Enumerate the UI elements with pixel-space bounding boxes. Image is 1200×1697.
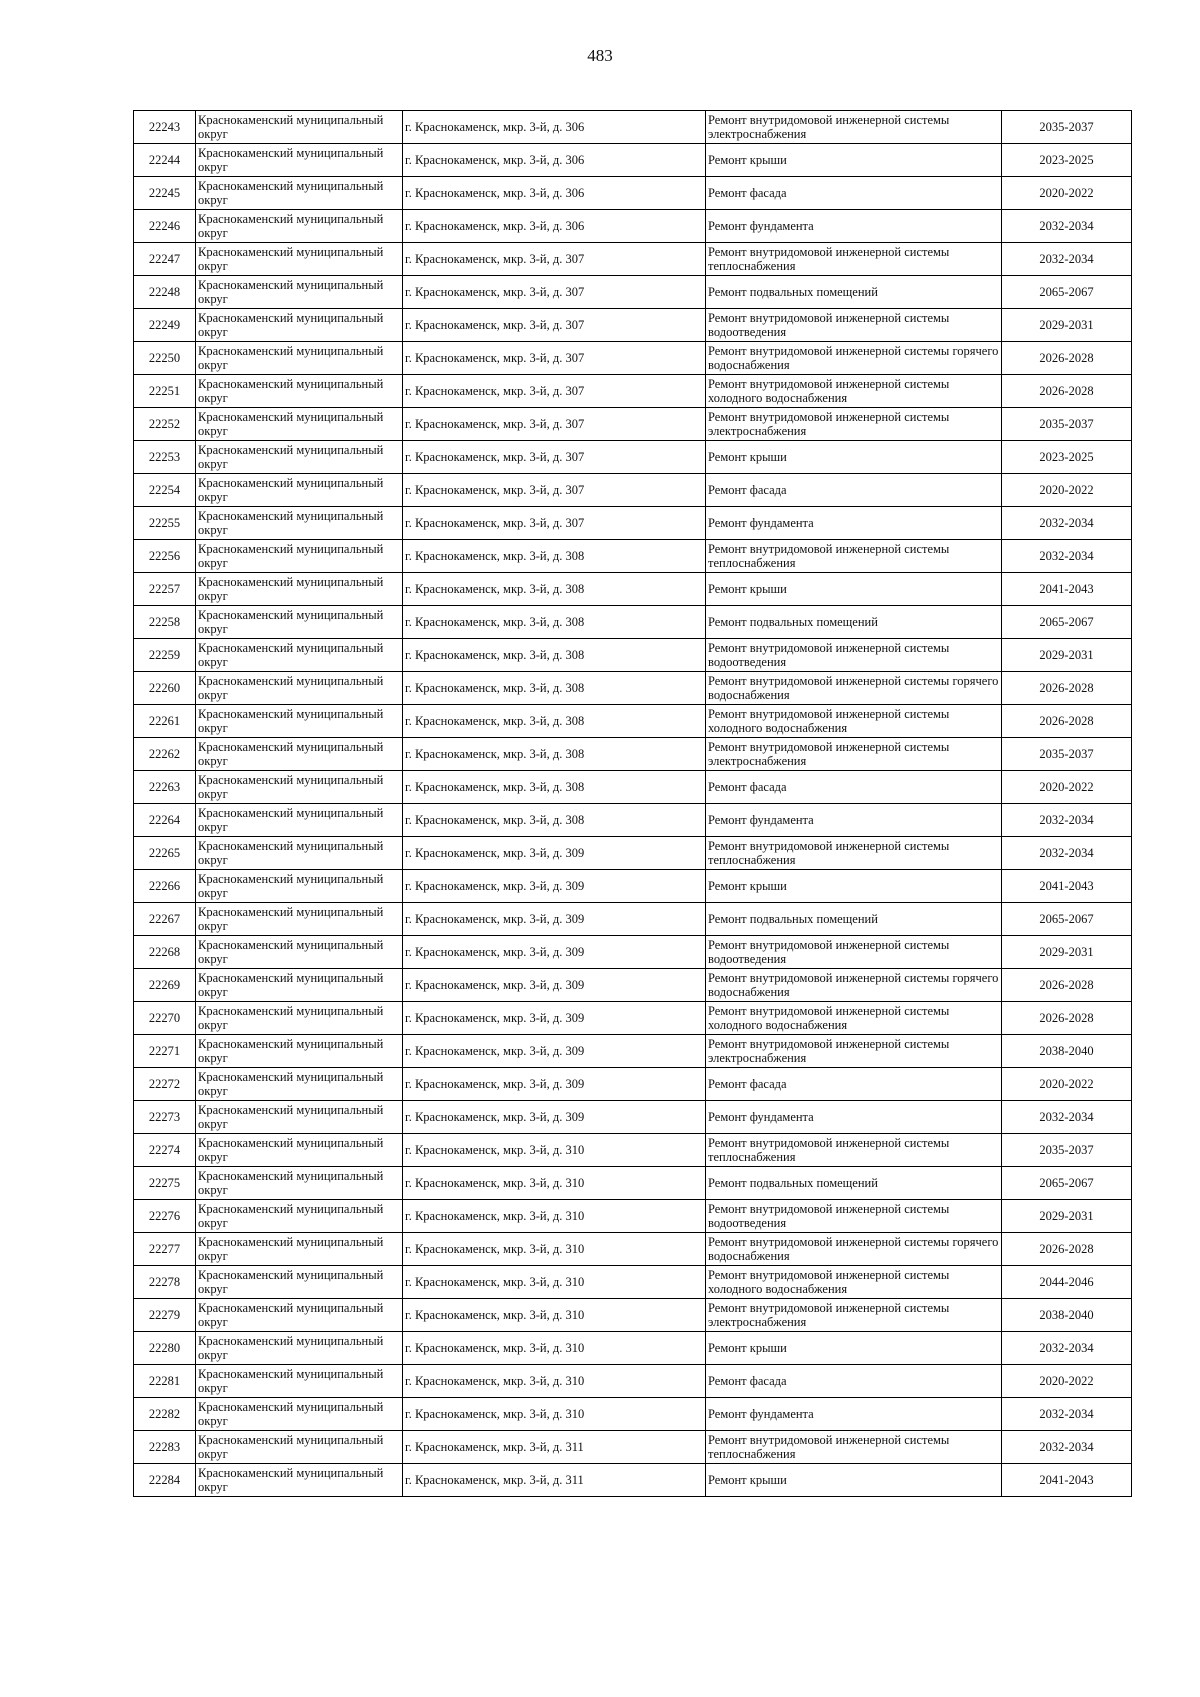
table-row [134, 342, 1132, 375]
cell-period: 2032-2034 [1002, 804, 1132, 837]
cell-municipality: Краснокаменский муниципальный округ [196, 1035, 403, 1068]
table-row [134, 771, 1132, 804]
cell-number: 22253 [134, 441, 196, 474]
cell-period: 2032-2034 [1002, 243, 1132, 276]
table-row [134, 144, 1132, 177]
cell-address: г. Краснокаменск, мкр. 3-й, д. 309 [403, 1035, 706, 1068]
cell-municipality: Краснокаменский муниципальный округ [196, 771, 403, 804]
cell-municipality: Краснокаменский муниципальный округ [196, 1068, 403, 1101]
cell-address: г. Краснокаменск, мкр. 3-й, д. 309 [403, 1101, 706, 1134]
cell-municipality: Краснокаменский муниципальный округ [196, 1266, 403, 1299]
cell-work-type: Ремонт фундамента [706, 1398, 1002, 1431]
cell-work-type: Ремонт внутридомовой инженерной системы горячего водоснабжения [706, 342, 1002, 375]
cell-address: г. Краснокаменск, мкр. 3-й, д. 306 [403, 210, 706, 243]
cell-municipality: Краснокаменский муниципальный округ [196, 672, 403, 705]
cell-municipality: Краснокаменский муниципальный округ [196, 309, 403, 342]
table-row [134, 375, 1132, 408]
cell-number: 22250 [134, 342, 196, 375]
table-row [134, 540, 1132, 573]
table-row [134, 837, 1132, 870]
cell-work-type: Ремонт внутридомовой инженерной системы электроснабжения [706, 408, 1002, 441]
cell-number: 22245 [134, 177, 196, 210]
cell-period: 2041-2043 [1002, 1464, 1132, 1497]
cell-work-type: Ремонт внутридомовой инженерной системы водоотведения [706, 309, 1002, 342]
cell-municipality: Краснокаменский муниципальный округ [196, 1398, 403, 1431]
cell-period: 2020-2022 [1002, 1365, 1132, 1398]
cell-work-type: Ремонт крыши [706, 1464, 1002, 1497]
table-row [134, 1332, 1132, 1365]
cell-period: 2041-2043 [1002, 573, 1132, 606]
cell-address: г. Краснокаменск, мкр. 3-й, д. 308 [403, 540, 706, 573]
cell-municipality: Краснокаменский муниципальный округ [196, 144, 403, 177]
table-row [134, 738, 1132, 771]
table-row [134, 111, 1132, 144]
cell-number: 22248 [134, 276, 196, 309]
cell-work-type: Ремонт подвальных помещений [706, 276, 1002, 309]
cell-address: г. Краснокаменск, мкр. 3-й, д. 308 [403, 672, 706, 705]
cell-municipality: Краснокаменский муниципальный округ [196, 507, 403, 540]
cell-address: г. Краснокаменск, мкр. 3-й, д. 309 [403, 1002, 706, 1035]
cell-municipality: Краснокаменский муниципальный округ [196, 639, 403, 672]
cell-period: 2044-2046 [1002, 1266, 1132, 1299]
cell-work-type: Ремонт внутридомовой инженерной системы горячего водоснабжения [706, 969, 1002, 1002]
cell-address: г. Краснокаменск, мкр. 3-й, д. 310 [403, 1299, 706, 1332]
cell-number: 22244 [134, 144, 196, 177]
table-row [134, 1101, 1132, 1134]
cell-work-type: Ремонт внутридомовой инженерной системы водоотведения [706, 639, 1002, 672]
cell-address: г. Краснокаменск, мкр. 3-й, д. 309 [403, 1068, 706, 1101]
cell-municipality: Краснокаменский муниципальный округ [196, 441, 403, 474]
cell-number: 22271 [134, 1035, 196, 1068]
cell-number: 22276 [134, 1200, 196, 1233]
cell-number: 22282 [134, 1398, 196, 1431]
cell-address: г. Краснокаменск, мкр. 3-й, д. 307 [403, 474, 706, 507]
cell-municipality: Краснокаменский муниципальный округ [196, 1101, 403, 1134]
cell-address: г. Краснокаменск, мкр. 3-й, д. 308 [403, 606, 706, 639]
table-row [134, 969, 1132, 1002]
table-row [134, 1200, 1132, 1233]
cell-work-type: Ремонт внутридомовой инженерной системы электроснабжения [706, 111, 1002, 144]
cell-address: г. Краснокаменск, мкр. 3-й, д. 309 [403, 837, 706, 870]
cell-work-type: Ремонт внутридомовой инженерной системы холодного водоснабжения [706, 1266, 1002, 1299]
table-row [134, 243, 1132, 276]
cell-municipality: Краснокаменский муниципальный округ [196, 210, 403, 243]
cell-period: 2026-2028 [1002, 1002, 1132, 1035]
cell-address: г. Краснокаменск, мкр. 3-й, д. 307 [403, 342, 706, 375]
cell-period: 2032-2034 [1002, 507, 1132, 540]
cell-address: г. Краснокаменск, мкр. 3-й, д. 310 [403, 1332, 706, 1365]
cell-work-type: Ремонт крыши [706, 441, 1002, 474]
table-row [134, 1167, 1132, 1200]
cell-number: 22246 [134, 210, 196, 243]
cell-address: г. Краснокаменск, мкр. 3-й, д. 310 [403, 1167, 706, 1200]
cell-work-type: Ремонт крыши [706, 1332, 1002, 1365]
cell-municipality: Краснокаменский муниципальный округ [196, 243, 403, 276]
cell-address: г. Краснокаменск, мкр. 3-й, д. 306 [403, 177, 706, 210]
cell-period: 2032-2034 [1002, 1101, 1132, 1134]
cell-municipality: Краснокаменский муниципальный округ [196, 1002, 403, 1035]
cell-period: 2041-2043 [1002, 870, 1132, 903]
cell-address: г. Краснокаменск, мкр. 3-й, д. 309 [403, 903, 706, 936]
cell-period: 2065-2067 [1002, 1167, 1132, 1200]
cell-work-type: Ремонт внутридомовой инженерной системы водоотведения [706, 936, 1002, 969]
cell-municipality: Краснокаменский муниципальный округ [196, 276, 403, 309]
cell-number: 22270 [134, 1002, 196, 1035]
cell-work-type: Ремонт фундамента [706, 210, 1002, 243]
table-row [134, 1299, 1132, 1332]
cell-number: 22267 [134, 903, 196, 936]
cell-municipality: Краснокаменский муниципальный округ [196, 177, 403, 210]
cell-address: г. Краснокаменск, мкр. 3-й, д. 311 [403, 1464, 706, 1497]
cell-period: 2020-2022 [1002, 177, 1132, 210]
cell-work-type: Ремонт внутридомовой инженерной системы теплоснабжения [706, 540, 1002, 573]
cell-period: 2026-2028 [1002, 342, 1132, 375]
cell-period: 2029-2031 [1002, 309, 1132, 342]
cell-period: 2032-2034 [1002, 540, 1132, 573]
cell-address: г. Краснокаменск, мкр. 3-й, д. 307 [403, 276, 706, 309]
cell-number: 22279 [134, 1299, 196, 1332]
cell-work-type: Ремонт внутридомовой инженерной системы горячего водоснабжения [706, 672, 1002, 705]
cell-number: 22273 [134, 1101, 196, 1134]
cell-work-type: Ремонт крыши [706, 870, 1002, 903]
cell-period: 2065-2067 [1002, 903, 1132, 936]
cell-number: 22249 [134, 309, 196, 342]
cell-municipality: Краснокаменский муниципальный округ [196, 804, 403, 837]
cell-number: 22255 [134, 507, 196, 540]
cell-period: 2023-2025 [1002, 441, 1132, 474]
table-row [134, 408, 1132, 441]
cell-work-type: Ремонт фундамента [706, 1101, 1002, 1134]
cell-municipality: Краснокаменский муниципальный округ [196, 606, 403, 639]
cell-period: 2035-2037 [1002, 1134, 1132, 1167]
cell-number: 22281 [134, 1365, 196, 1398]
table-row [134, 441, 1132, 474]
cell-period: 2065-2067 [1002, 276, 1132, 309]
cell-address: г. Краснокаменск, мкр. 3-й, д. 307 [403, 408, 706, 441]
cell-period: 2023-2025 [1002, 144, 1132, 177]
cell-period: 2035-2037 [1002, 111, 1132, 144]
cell-number: 22272 [134, 1068, 196, 1101]
cell-address: г. Краснокаменск, мкр. 3-й, д. 308 [403, 804, 706, 837]
cell-municipality: Краснокаменский муниципальный округ [196, 1332, 403, 1365]
cell-municipality: Краснокаменский муниципальный округ [196, 870, 403, 903]
table-row [134, 507, 1132, 540]
cell-municipality: Краснокаменский муниципальный округ [196, 1365, 403, 1398]
cell-number: 22260 [134, 672, 196, 705]
cell-address: г. Краснокаменск, мкр. 3-й, д. 307 [403, 243, 706, 276]
cell-work-type: Ремонт фасада [706, 177, 1002, 210]
cell-municipality: Краснокаменский муниципальный округ [196, 540, 403, 573]
cell-period: 2020-2022 [1002, 771, 1132, 804]
table-row [134, 474, 1132, 507]
cell-municipality: Краснокаменский муниципальный округ [196, 573, 403, 606]
cell-number: 22263 [134, 771, 196, 804]
cell-work-type: Ремонт внутридомовой инженерной системы теплоснабжения [706, 243, 1002, 276]
cell-number: 22284 [134, 1464, 196, 1497]
table-row [134, 1068, 1132, 1101]
cell-address: г. Краснокаменск, мкр. 3-й, д. 308 [403, 639, 706, 672]
cell-number: 22269 [134, 969, 196, 1002]
cell-work-type: Ремонт внутридомовой инженерной системы теплоснабжения [706, 837, 1002, 870]
cell-municipality: Краснокаменский муниципальный округ [196, 1299, 403, 1332]
table-row [134, 1365, 1132, 1398]
table-row [134, 177, 1132, 210]
cell-address: г. Краснокаменск, мкр. 3-й, д. 306 [403, 144, 706, 177]
cell-work-type: Ремонт внутридомовой инженерной системы водоотведения [706, 1200, 1002, 1233]
cell-work-type: Ремонт фундамента [706, 507, 1002, 540]
table-row [134, 1266, 1132, 1299]
cell-period: 2038-2040 [1002, 1035, 1132, 1068]
cell-work-type: Ремонт внутридомовой инженерной системы горячего водоснабжения [706, 1233, 1002, 1266]
cell-number: 22262 [134, 738, 196, 771]
cell-municipality: Краснокаменский муниципальный округ [196, 111, 403, 144]
table-row [134, 606, 1132, 639]
cell-address: г. Краснокаменск, мкр. 3-й, д. 308 [403, 705, 706, 738]
cell-work-type: Ремонт внутридомовой инженерной системы холодного водоснабжения [706, 1002, 1002, 1035]
cell-number: 22277 [134, 1233, 196, 1266]
cell-address: г. Краснокаменск, мкр. 3-й, д. 307 [403, 309, 706, 342]
repair-schedule-table [133, 110, 1132, 1497]
cell-work-type: Ремонт фасада [706, 474, 1002, 507]
cell-municipality: Краснокаменский муниципальный округ [196, 375, 403, 408]
cell-number: 22268 [134, 936, 196, 969]
cell-address: г. Краснокаменск, мкр. 3-й, д. 308 [403, 738, 706, 771]
cell-number: 22259 [134, 639, 196, 672]
table-row [134, 672, 1132, 705]
cell-municipality: Краснокаменский муниципальный округ [196, 837, 403, 870]
cell-work-type: Ремонт внутридомовой инженерной системы электроснабжения [706, 738, 1002, 771]
table-row [134, 1398, 1132, 1431]
table-row [134, 639, 1132, 672]
table-row [134, 1464, 1132, 1497]
table-row [134, 705, 1132, 738]
cell-work-type: Ремонт внутридомовой инженерной системы электроснабжения [706, 1035, 1002, 1068]
cell-period: 2020-2022 [1002, 474, 1132, 507]
cell-municipality: Краснокаменский муниципальный округ [196, 903, 403, 936]
cell-period: 2026-2028 [1002, 375, 1132, 408]
cell-work-type: Ремонт внутридомовой инженерной системы электроснабжения [706, 1299, 1002, 1332]
cell-period: 2065-2067 [1002, 606, 1132, 639]
cell-address: г. Краснокаменск, мкр. 3-й, д. 307 [403, 441, 706, 474]
cell-address: г. Краснокаменск, мкр. 3-й, д. 311 [403, 1431, 706, 1464]
cell-work-type: Ремонт фасада [706, 1365, 1002, 1398]
cell-number: 22274 [134, 1134, 196, 1167]
cell-period: 2032-2034 [1002, 1431, 1132, 1464]
cell-address: г. Краснокаменск, мкр. 3-й, д. 309 [403, 936, 706, 969]
cell-work-type: Ремонт фундамента [706, 804, 1002, 837]
cell-period: 2026-2028 [1002, 705, 1132, 738]
cell-number: 22264 [134, 804, 196, 837]
table-row [134, 1002, 1132, 1035]
cell-address: г. Краснокаменск, мкр. 3-й, д. 310 [403, 1266, 706, 1299]
cell-work-type: Ремонт фасада [706, 1068, 1002, 1101]
cell-period: 2032-2034 [1002, 1398, 1132, 1431]
cell-municipality: Краснокаменский муниципальный округ [196, 1200, 403, 1233]
cell-address: г. Краснокаменск, мкр. 3-й, д. 310 [403, 1233, 706, 1266]
page-number: 483 [587, 46, 613, 65]
cell-number: 22283 [134, 1431, 196, 1464]
cell-municipality: Краснокаменский муниципальный округ [196, 1134, 403, 1167]
cell-number: 22280 [134, 1332, 196, 1365]
cell-number: 22256 [134, 540, 196, 573]
cell-municipality: Краснокаменский муниципальный округ [196, 738, 403, 771]
cell-number: 22266 [134, 870, 196, 903]
cell-number: 22243 [134, 111, 196, 144]
cell-period: 2038-2040 [1002, 1299, 1132, 1332]
table-row [134, 1431, 1132, 1464]
cell-number: 22254 [134, 474, 196, 507]
cell-number: 22278 [134, 1266, 196, 1299]
table-row [134, 870, 1132, 903]
cell-period: 2032-2034 [1002, 837, 1132, 870]
cell-number: 22252 [134, 408, 196, 441]
cell-work-type: Ремонт подвальных помещений [706, 606, 1002, 639]
cell-municipality: Краснокаменский муниципальный округ [196, 1167, 403, 1200]
table-row [134, 276, 1132, 309]
cell-address: г. Краснокаменск, мкр. 3-й, д. 309 [403, 870, 706, 903]
cell-period: 2029-2031 [1002, 639, 1132, 672]
cell-municipality: Краснокаменский муниципальный округ [196, 936, 403, 969]
cell-number: 22257 [134, 573, 196, 606]
cell-address: г. Краснокаменск, мкр. 3-й, д. 308 [403, 573, 706, 606]
cell-address: г. Краснокаменск, мкр. 3-й, д. 310 [403, 1398, 706, 1431]
cell-period: 2032-2034 [1002, 1332, 1132, 1365]
cell-period: 2026-2028 [1002, 969, 1132, 1002]
cell-address: г. Краснокаменск, мкр. 3-й, д. 307 [403, 375, 706, 408]
cell-address: г. Краснокаменск, мкр. 3-й, д. 310 [403, 1200, 706, 1233]
cell-municipality: Краснокаменский муниципальный округ [196, 969, 403, 1002]
cell-number: 22275 [134, 1167, 196, 1200]
cell-number: 22247 [134, 243, 196, 276]
cell-work-type: Ремонт внутридомовой инженерной системы холодного водоснабжения [706, 705, 1002, 738]
cell-municipality: Краснокаменский муниципальный округ [196, 1233, 403, 1266]
cell-number: 22251 [134, 375, 196, 408]
cell-work-type: Ремонт внутридомовой инженерной системы теплоснабжения [706, 1431, 1002, 1464]
cell-period: 2026-2028 [1002, 672, 1132, 705]
cell-municipality: Краснокаменский муниципальный округ [196, 705, 403, 738]
cell-address: г. Краснокаменск, мкр. 3-й, д. 306 [403, 111, 706, 144]
table-row [134, 903, 1132, 936]
table-row [134, 1233, 1132, 1266]
cell-number: 22258 [134, 606, 196, 639]
cell-work-type: Ремонт подвальных помещений [706, 903, 1002, 936]
table-row [134, 936, 1132, 969]
cell-address: г. Краснокаменск, мкр. 3-й, д. 308 [403, 771, 706, 804]
cell-period: 2032-2034 [1002, 210, 1132, 243]
cell-address: г. Краснокаменск, мкр. 3-й, д. 307 [403, 507, 706, 540]
cell-period: 2029-2031 [1002, 936, 1132, 969]
cell-municipality: Краснокаменский муниципальный округ [196, 408, 403, 441]
table-row [134, 210, 1132, 243]
cell-work-type: Ремонт фасада [706, 771, 1002, 804]
table-row [134, 309, 1132, 342]
cell-work-type: Ремонт внутридомовой инженерной системы холодного водоснабжения [706, 375, 1002, 408]
cell-work-type: Ремонт внутридомовой инженерной системы теплоснабжения [706, 1134, 1002, 1167]
cell-address: г. Краснокаменск, мкр. 3-й, д. 310 [403, 1134, 706, 1167]
cell-period: 2020-2022 [1002, 1068, 1132, 1101]
cell-work-type: Ремонт крыши [706, 573, 1002, 606]
cell-period: 2029-2031 [1002, 1200, 1132, 1233]
cell-work-type: Ремонт крыши [706, 144, 1002, 177]
cell-period: 2026-2028 [1002, 1233, 1132, 1266]
cell-municipality: Краснокаменский муниципальный округ [196, 1464, 403, 1497]
cell-municipality: Краснокаменский муниципальный округ [196, 474, 403, 507]
cell-municipality: Краснокаменский муниципальный округ [196, 1431, 403, 1464]
cell-number: 22261 [134, 705, 196, 738]
cell-period: 2035-2037 [1002, 738, 1132, 771]
table-body [134, 111, 1132, 1497]
table-row [134, 1134, 1132, 1167]
cell-address: г. Краснокаменск, мкр. 3-й, д. 309 [403, 969, 706, 1002]
cell-work-type: Ремонт подвальных помещений [706, 1167, 1002, 1200]
table-row [134, 1035, 1132, 1068]
table-row [134, 573, 1132, 606]
cell-number: 22265 [134, 837, 196, 870]
cell-period: 2035-2037 [1002, 408, 1132, 441]
table-row [134, 804, 1132, 837]
cell-address: г. Краснокаменск, мкр. 3-й, д. 310 [403, 1365, 706, 1398]
cell-municipality: Краснокаменский муниципальный округ [196, 342, 403, 375]
